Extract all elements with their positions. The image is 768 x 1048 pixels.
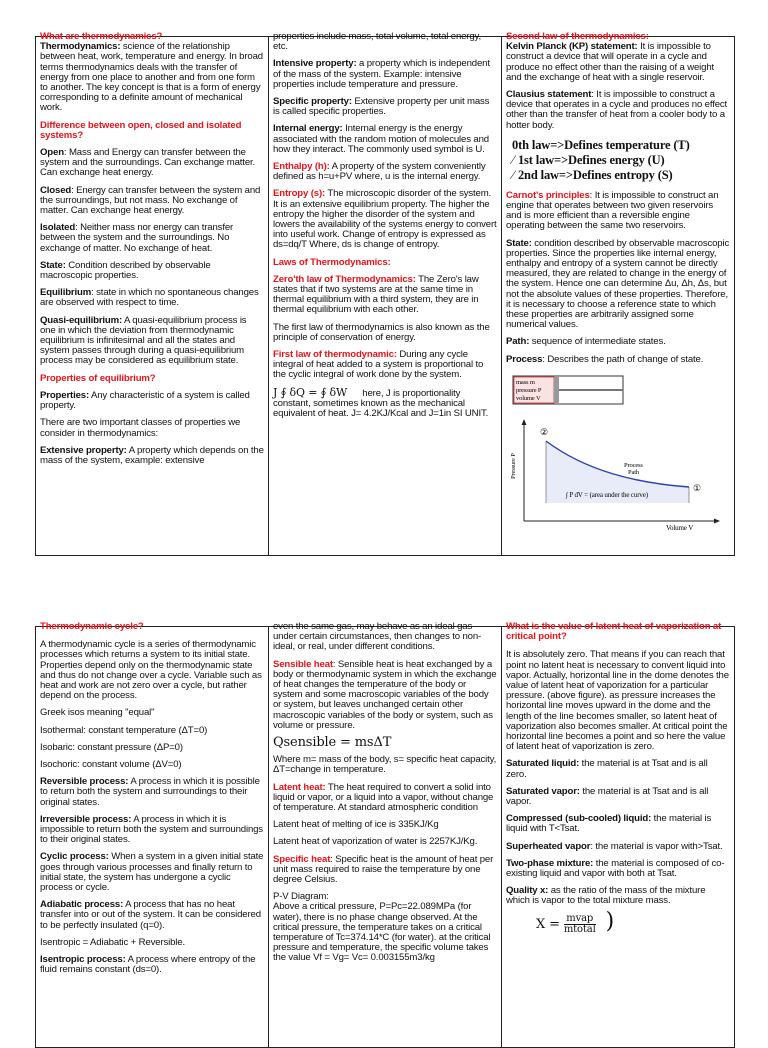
fraction	[564, 914, 596, 935]
definition: science of the relationship between heat, work, temperature and energy. In broad terms thermodynamics deals with the transfer of energy from one place to another and from one form to another. The key concept is that is a form of energy corresponding to a definite amount of mechanical work.	[40, 41, 263, 114]
definition: When a system in a given initial state goes through various processes and finally return to initial state, the system has undergone a cyclic process or cycle.	[40, 851, 264, 894]
definition: The Zero's law states that if two systems are at the same time in thermal equilibrium with a third system, they are in thermal equilibrium with each other.	[273, 273, 479, 316]
pv-path-label: Path	[628, 469, 639, 477]
definition: the material is at Tsat and is all vapor.	[506, 785, 709, 808]
term: Enthalpy (h):	[273, 161, 330, 173]
paragraph: P-V Diagram:	[273, 891, 329, 903]
sheet2-column-2	[269, 621, 502, 1047]
paragraph	[273, 97, 497, 117]
paragraph	[273, 660, 497, 731]
pv-x-label: Volume V	[666, 524, 694, 533]
term: Compressed (sub-cooled) liquid:	[506, 813, 652, 825]
paragraph: A thermodynamic cycle is a series of thermodynamic processes which returns a system to its initial state. Properties depend only on the thermodynamic state and thus do not change over a cycle. Variable such as heat and work are not zero over a cycle, but rather depend on the process.	[40, 639, 262, 702]
law-0: 0th law=>Defines temperature (T)	[512, 137, 690, 152]
definition: Any characteristic of a system is called property.	[40, 389, 250, 412]
piston-label-pressure: pressure P	[516, 386, 542, 394]
paragraph	[273, 124, 497, 155]
definition: : Describes the path of change of state.	[542, 353, 704, 365]
definition: : It is impossible to construct an engine that operates between two given reservoirs and is more efficient than a reversible engine operating between the same two reservoirs.	[506, 189, 719, 232]
term: Isentropic process:	[40, 954, 126, 966]
definition: The microscopic disorder of the system. It is an extensive equilibrium property. The higher the entropy the higher the disorder of the system and lowers the availability of the systems energy to convert into useful work. Change of entropy is expressed as ds=dq/T Where, ds is change of entropy.	[273, 188, 497, 251]
pv-process-label: Process	[624, 462, 643, 470]
pv-point-1: ①	[693, 483, 701, 494]
paragraph	[40, 316, 264, 367]
term: Properties:	[40, 389, 89, 401]
definition: : Neither mass nor energy can transfer between the system and the surroundings. No exchange of matter. No exchange of heat.	[40, 222, 234, 254]
paragraph	[40, 815, 264, 846]
term: Quasi-equilibrium:	[40, 314, 123, 326]
piston-label-volume: volume V	[516, 394, 541, 402]
paragraph	[273, 275, 497, 316]
paragraph: Isentropic = Adiabatic + Reversible.	[40, 936, 185, 948]
fraction-numerator: mvap	[564, 914, 596, 925]
definition: : state in which no spontaneous changes are observed with respect to time.	[40, 287, 259, 309]
definition: a property which is independent of the mass of the system. Example: intensive properties include temperature and pressure.	[273, 58, 490, 90]
sheet2-column-3	[502, 621, 734, 1047]
definition: : the material is vapor with>Tsat.	[590, 840, 723, 852]
term: Intensive property:	[273, 58, 357, 70]
definition: During any cycle integral of heat added to a system is proportional to the cyclic integral of work done by the system.	[273, 349, 484, 381]
definition: It is impossible to construct a device that will operate in a cycle and produce no effect other than the raising of a weight and the exchange of heat with a single reservoir.	[506, 41, 715, 83]
sheet1-column-3	[502, 31, 734, 555]
paragraph: Where m= mass of the body, s= specific heat capacity, ΔT=change in temperature.	[273, 754, 497, 776]
definition: A property of the system conveniently defined as h=u+PV where, u is the internal energy.	[273, 161, 486, 183]
definition: A process where entropy of the fluid remains constant (ds=0).	[40, 954, 256, 976]
definition: : Sensible heat is heat exchanged by a body or thermodynamic system in which the exchange of heat changes the temperature of the body or system and some macroscopic variables of the body or system, but leaves unchanged certain other macroscopic variables of the body or system, such as volume or pressure.	[273, 658, 497, 731]
paragraph: Latent heat of vaporization of water is 2257KJ/Kg.	[273, 836, 478, 848]
notes-sheet-1	[35, 31, 735, 556]
term: Reversible process:	[40, 776, 129, 788]
definition: A process that has no heat transfer into or out of the system. It can be considered to be perfectly insulated (q=0).	[40, 899, 261, 931]
paragraph	[40, 42, 264, 113]
paragraph	[40, 955, 264, 975]
piston-label-mass: mass m	[516, 378, 535, 386]
term: Two-phase mixture:	[506, 857, 594, 869]
section-heading: Laws of Thermodynamics:	[273, 256, 391, 268]
term: Sensible heat	[273, 658, 333, 670]
paragraph	[273, 59, 497, 90]
term: Superheated vapor	[506, 840, 591, 852]
term: Open	[40, 147, 64, 159]
definition: : Mass and Energy can transfer between the system and the surroundings. Can exchange matter. Can exchange heat energy.	[40, 147, 256, 179]
term: Internal energy:	[273, 123, 343, 135]
piston-cylinder-diagram	[512, 374, 632, 406]
definition: A quasi-equilibrium process is one in which the deviation from thermodynamic equilibrium is infinitesimal and all the states and system passes through during a quasi-equilibrium process may be considered as equilibrium state.	[40, 314, 247, 367]
term: Saturated vapor:	[506, 785, 580, 797]
term: State:	[506, 237, 532, 249]
term: Carnot's principles	[506, 189, 590, 201]
laws-summary	[512, 138, 730, 183]
sheet1-column-2	[269, 31, 502, 555]
paragraph	[506, 814, 730, 834]
first-law-formula: J ∮ δQ = ∮ δW	[273, 385, 348, 399]
paragraph	[40, 852, 264, 893]
paragraph: There are two important classes of properties we consider in thermodynamics:	[40, 417, 241, 439]
paragraph	[506, 759, 730, 779]
pv-diagram	[506, 417, 728, 533]
term: Process	[506, 353, 543, 365]
definition: : Energy can transfer between the system and the surroundings, but not mass. No exchange of matter. Can exchange heat energy.	[40, 184, 261, 217]
definition: here, J is proportionality constant, sometimes known as the mechanical equivalent of heat. J= 4.2KJ/Kcal and J=1in SI UNIT.	[273, 387, 489, 420]
check-icon: ⁄	[512, 152, 514, 167]
paragraph	[506, 842, 730, 852]
term: Latent heat:	[273, 781, 326, 793]
term: Path:	[506, 336, 530, 348]
pv-y-label: Pressure P	[510, 453, 517, 480]
definition: A process in which it is possible to return both the system and surroundings to their original states.	[40, 776, 260, 808]
arrow-right-icon	[714, 519, 720, 524]
paragraph	[506, 191, 730, 232]
paragraph	[506, 787, 730, 807]
term: Isolated	[40, 222, 76, 234]
definition: A property which depends on the mass of the system, example: extensive	[40, 444, 264, 466]
term: Kelvin Planck (KP) statement:	[506, 41, 638, 53]
term: Irreversible process:	[40, 813, 132, 825]
pv-point-2: ②	[540, 427, 548, 438]
section-heading: What are thermodynamics?	[40, 31, 163, 42]
paragraph: Latent heat of melting of ice is 335KJ/Kg	[273, 819, 439, 831]
paragraph: properties include mass, total volume, total energy, etc.	[273, 31, 481, 53]
term: Cyclic process:	[40, 851, 109, 863]
definition: A process in which it is impossible to return both the system and surroundings to their original states.	[40, 813, 263, 846]
term: Extensive property:	[40, 444, 127, 456]
paragraph	[40, 391, 264, 411]
paragraph	[506, 886, 730, 906]
paragraph	[273, 855, 497, 886]
term: Saturated liquid:	[506, 758, 580, 770]
definition: the material is composed of co-existing liquid and vapor with both at Tsat.	[506, 857, 725, 880]
sensible-heat-formula: Qsensible = msΔT	[273, 735, 392, 751]
section-heading: Properties of equilibrium?	[40, 372, 156, 384]
paragraph	[40, 900, 264, 931]
term: Specific property:	[273, 96, 352, 108]
paragraph	[506, 42, 730, 83]
section-heading: What is the value of latent heat of vaporization at critical point?	[506, 621, 722, 643]
paragraph	[273, 162, 497, 182]
definition: The heat required to convert a solid into liquid or vapor, or a liquid into a vapor, without change of temperature. At standard atmospheric condition	[273, 781, 494, 814]
paragraph	[273, 783, 497, 814]
paragraph	[40, 777, 264, 808]
paragraph: Greek isos meaning "equal"	[40, 707, 155, 719]
paragraph: It is absolutely zero. That means if you can reach that point no latent heat is necessary to convent liquid into vapor. Actually, horizontal line in the dome denotes the value of latent heat of vaporization for a particular pressure. (above figure). as pressure increases the horizontal line moves upward in the dome and the length of the line becomes smaller, so latent heat of vaporization also becomes smaller. At critical point the horizontal line becomes a point and so here the value of latent heat of vaporization is zero.	[506, 649, 729, 753]
term: Specific heat	[273, 853, 331, 865]
fraction-denominator: mtotal	[563, 923, 596, 935]
paragraph: Isobaric: constant pressure (ΔP=0)	[40, 741, 183, 753]
section-heading: Second law of thermodynamics:	[506, 31, 649, 42]
term: Zero'th law of Thermodynamics:	[273, 273, 416, 285]
quality-formula: X = $\frac{\text{mvap}}{\text{mtotal}}$ )	[536, 908, 615, 935]
sheet1-column-1	[36, 31, 269, 555]
pv-integral-label: ∫ P dV = (area under the curve)	[566, 491, 648, 500]
definition: as the ratio of the mass of the mixture which is vapor to the total mixture mass.	[506, 885, 706, 907]
paragraph	[506, 239, 730, 331]
paragraph	[273, 385, 497, 420]
definition: Internal energy is the energy associated with the random motion of molecules and how they interact. The commonly used symbol is U.	[273, 123, 489, 155]
formula-lhs: X =	[536, 916, 560, 932]
paragraph	[40, 261, 264, 281]
paragraph: even the same gas, may behave as an ideal gas under certain circumstances, then changes to non-ideal, or real, under different conditions.	[273, 621, 482, 653]
sheet2-column-1	[36, 621, 269, 1047]
term: Equilibrium	[40, 287, 92, 299]
paragraph: Above a critical pressure, P=Pc=22.089MPa (for water), there is no phase change observed. At the critical pressure, the temperature takes on a critical temperature of Tc=374.14*C (for water). at the critical pressure and temperature, the specific volume takes the value Vf = Vg= Vc= 0.003155m3/kg	[273, 901, 491, 964]
definition: Condition described by observable macroscopic properties.	[40, 259, 211, 282]
term: Thermodynamics:	[40, 41, 121, 53]
paragraph	[506, 859, 730, 879]
paragraph	[273, 189, 497, 250]
definition: sequence of intermediate states.	[529, 336, 666, 348]
section-heading: Thermodynamic cycle?	[40, 621, 144, 632]
term: Adiabatic process:	[40, 899, 124, 911]
notes-sheet-2	[35, 621, 735, 1048]
paragraph	[40, 223, 264, 254]
paragraph	[40, 148, 264, 179]
paragraph	[506, 90, 730, 131]
paragraph	[40, 186, 264, 217]
check-icon: ⁄	[512, 167, 514, 182]
paragraph	[40, 446, 264, 466]
term: State:	[40, 259, 66, 271]
section-heading: Difference between open, closed and isolated systems?	[40, 119, 242, 141]
term: Quality x:	[506, 885, 549, 897]
paragraph	[506, 355, 730, 365]
paragraph: Isothermal: constant temperature (ΔT=0)	[40, 724, 208, 736]
term: Entropy (s):	[273, 188, 326, 200]
definition: : Specific heat is the amount of heat per unit mass required to raise the temperature by one degree Celsius.	[273, 853, 494, 886]
definition: the material is liquid with T<Tsat.	[506, 813, 712, 835]
definition: : It is impossible to construct a device that operates in a cycle and produces no effect other than the transfer of heat from a cooler body to a hotter body.	[506, 89, 728, 131]
paragraph	[273, 350, 497, 381]
law-text: 1st law=>Defines energy (U)	[517, 152, 665, 167]
term: Clausius statement	[506, 89, 592, 101]
term: First law of thermodynamic:	[273, 349, 397, 361]
paragraph	[40, 288, 264, 308]
law-2	[512, 168, 730, 183]
definition: condition described by observable macroscopic properties. Since the properties like internal energy, enthalpy and entropy of a system cannot be directly measured, they are related to change in the energy of the system. Hence one can determine Δu, Δh, Δs, but not the absolute values of these properties. Therefore, it is necessary to choose a reference state to which these properties are arbitrarily assigned some numerical values.	[506, 237, 730, 331]
term: Closed	[40, 184, 72, 196]
arrow-up-icon	[522, 419, 527, 425]
definition: Extensive property per unit mass is called specific properties.	[273, 96, 490, 118]
paragraph	[506, 337, 730, 347]
paragraph: Isochoric: constant volume (ΔV=0)	[40, 759, 182, 771]
definition: the material is at Tsat and is all zero.	[506, 758, 708, 780]
law-text: 2nd law=>Defines entropy (S)	[517, 167, 673, 182]
law-1	[512, 153, 730, 168]
paragraph: The first law of thermodynamics is also known as the principle of conservation of energy.	[273, 321, 490, 343]
